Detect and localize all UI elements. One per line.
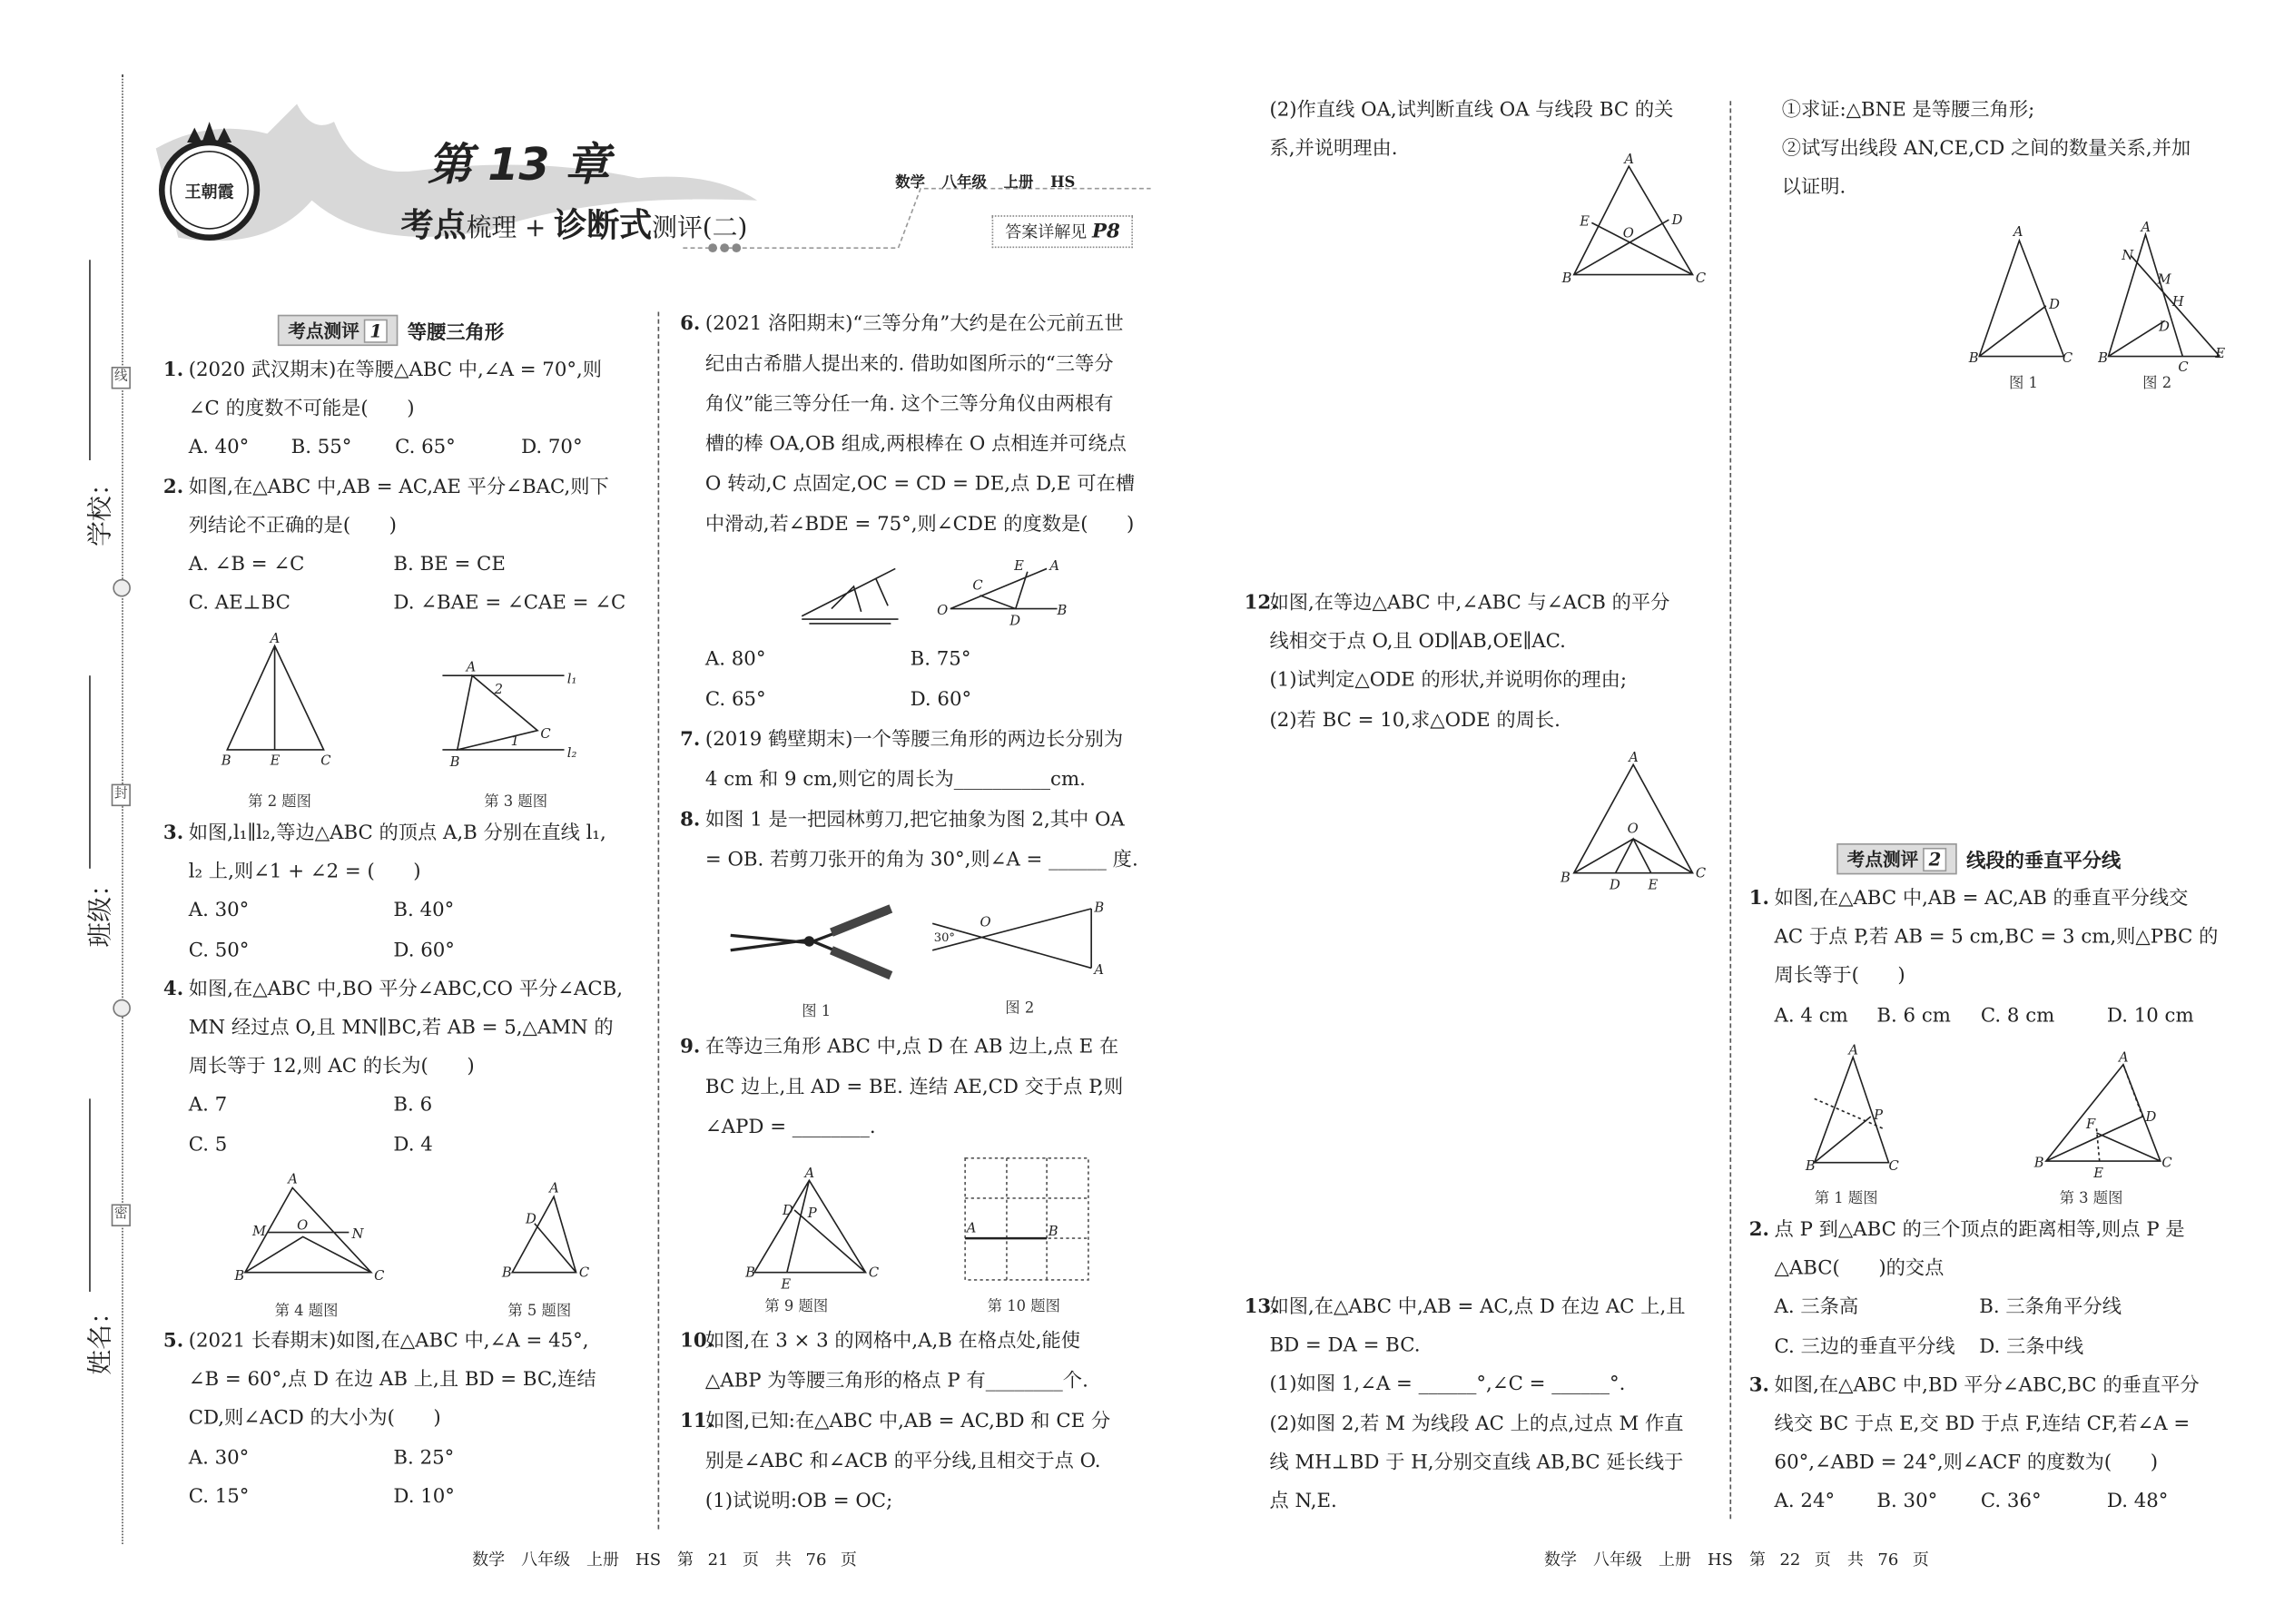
answer-option: A. 24°: [1774, 1491, 1836, 1514]
figure-label: E: [1648, 877, 1659, 893]
answer-option: C. 8 cm: [1980, 1004, 2055, 1028]
question-number: 4.: [162, 978, 184, 1000]
figure-label: N: [351, 1226, 364, 1243]
text-line: = OB. 若剪刀张开的角为 30°,则∠A = ______ 度.: [704, 849, 1138, 872]
text-line: 纪由古希腊人提出来的. 借助如图所示的“三等分: [704, 353, 1114, 376]
question-stem: 13. 如图,在△ABC 中,AB = AC,点 D 在边 AC 上,且: [1245, 1289, 1749, 1328]
caption: 图 2: [1005, 1000, 1035, 1018]
caption: 第 10 题图: [987, 1299, 1060, 1316]
text-line: AC 于点 P,若 AB = 5 cm,BC = 3 cm,则△PBC 的: [1774, 926, 2219, 950]
question-number: 1.: [1748, 888, 1769, 910]
answer-option: A. 80°: [704, 648, 766, 672]
figure-label: B: [501, 1265, 512, 1281]
caption: 第 9 题图: [764, 1299, 829, 1316]
figure-label: D: [2145, 1108, 2157, 1125]
figure-label: C: [320, 753, 331, 769]
section-tag: 考点测评: [288, 320, 359, 342]
figure-label: C: [2178, 359, 2189, 375]
answer-ref-label: 答案详解见: [1005, 222, 1088, 242]
figure-label: B: [2033, 1155, 2044, 1171]
answer-option: D. 60°: [910, 688, 972, 712]
figure-label: C: [374, 1267, 385, 1284]
figure-label: M: [2157, 271, 2171, 288]
school-label: 学校：: [85, 470, 116, 546]
figure-label: E: [270, 753, 281, 769]
figure-q6-diagram: [937, 558, 1067, 629]
chapter-title: 第 13 章: [428, 139, 610, 192]
figure-q13-1: [1968, 224, 2072, 366]
question-number: 13.: [1244, 1295, 1278, 1319]
figure-q8-diagram: [932, 900, 1104, 978]
text-line: ∠C 的度数不可能是( ): [188, 398, 415, 421]
figure-q8-shears-icon: [731, 909, 891, 976]
text-line: BC 边上,且 AD = BE. 连结 AE,CD 交于点 P,则: [704, 1076, 1124, 1099]
figure-label: E: [1014, 558, 1024, 575]
figure-q6-trisector: [802, 568, 898, 624]
section-number: 1: [364, 320, 389, 343]
text-line: 4 cm 和 9 cm,则它的周长为__________cm.: [704, 769, 1086, 792]
figure-label: B: [1094, 900, 1105, 916]
question-stem: 2. 如图,在△ABC 中,AB = AC,AE 平分∠BAC,则下: [163, 468, 668, 507]
figure-label: B: [221, 753, 231, 769]
answer-option: C. 65°: [704, 688, 766, 712]
figure-label: A: [270, 631, 281, 647]
figure-label: 1: [510, 733, 520, 750]
answer-option: D. 10 cm: [2106, 1004, 2194, 1028]
text-line: (1)试说明:OB = OC;: [704, 1491, 893, 1513]
figure-label: C: [1888, 1157, 1899, 1174]
caption: 第 2 题图: [248, 794, 312, 812]
answer-option: C. AE⊥BC: [188, 592, 290, 615]
question-stem: 1. 如图,在△ABC 中,AB = AC,AB 的垂直平分线交: [1749, 881, 2254, 920]
figure-q4: [233, 1172, 384, 1284]
section-title: 线段的垂直平分线: [1966, 851, 2122, 873]
answer-option: A. 40°: [188, 437, 250, 460]
figure-label: P: [807, 1206, 817, 1222]
question-number: 9.: [680, 1036, 701, 1059]
figure-label: 30°: [933, 930, 955, 945]
title-part: 梳理: [466, 213, 517, 244]
figure-label: C: [1695, 865, 1707, 881]
answer-option: A. 30°: [188, 900, 250, 923]
answer-option: C. 15°: [188, 1485, 250, 1509]
logo-text: 王朝霞: [184, 182, 234, 202]
figure-label: B: [2098, 350, 2108, 367]
figure-label: B: [1561, 270, 1572, 286]
text-line: BD = DA = BC.: [1269, 1334, 1421, 1358]
answer-option: B. BE = CE: [393, 553, 506, 576]
figure-label: O: [1627, 821, 1639, 837]
figure-label: A: [1629, 750, 1639, 766]
text-line: MN 经过点 O,且 MN∥BC,若 AB = 5,△AMN 的: [188, 1017, 614, 1039]
question-number: 12.: [1244, 592, 1278, 615]
caption: 第 3 题图: [484, 794, 548, 812]
text-line: 角仪”能三等分任一角. 这个三等分角仪由两根有: [704, 393, 1114, 416]
figure-label: l₁: [566, 671, 577, 687]
figure-label: A: [288, 1171, 298, 1187]
question-stem: 8. 如图 1 是一把园林剪刀,把它抽象为图 2,其中 OA: [680, 801, 1185, 841]
text-line: 周长等于( ): [1774, 965, 1905, 989]
caption: 图 2: [2142, 375, 2172, 392]
section-number: 2: [1923, 848, 1947, 871]
answer-option: C. 65°: [395, 437, 456, 460]
figure-label: D: [1609, 877, 1620, 893]
answer-option: B. 三条角平分线: [1979, 1296, 2122, 1320]
question-number: 7.: [680, 729, 701, 752]
caption: 第 4 题图: [274, 1304, 339, 1321]
text-line: 线相交于点 O,且 OD∥AB,OE∥AC.: [1269, 631, 1566, 654]
question-number: 2.: [1748, 1218, 1769, 1242]
text-line: (2)作直线 OA,试判断直线 OA 与线段 BC 的关: [1269, 99, 1674, 123]
figure-q5: [501, 1180, 589, 1280]
figure-label: A: [466, 659, 477, 675]
figure-label: D: [526, 1211, 537, 1227]
figure-label: A: [1848, 1042, 1858, 1058]
footer-left: 数学 八年级 上册 HS 第 21 页 共 76 页: [472, 1550, 857, 1570]
caption: 第 1 题图: [1814, 1190, 1878, 1207]
figure-label: B: [449, 753, 460, 770]
question-number: 2.: [162, 476, 184, 498]
question-stem: 4. 如图,在△ABC 中,BO 平分∠ABC,CO 平分∠ACB,: [163, 970, 668, 1009]
text-line: △ABC( )的交点: [1774, 1257, 1944, 1281]
footer-right: 数学 八年级 上册 HS 第 22 页 共 76 页: [1544, 1550, 1929, 1570]
question-stem: 3. 如图,在△ABC 中,BD 平分∠ABC,BC 的垂直平分: [1749, 1367, 2254, 1406]
text-line: 线交 BC 于点 E,交 BD 于点 F,连结 CF,若∠A =: [1774, 1412, 2191, 1436]
answer-option: B. 40°: [393, 900, 455, 923]
title-part: 考点: [400, 206, 467, 245]
question-stem: 10. 如图,在 3 × 3 的网格中,A,B 在格点处,能使: [680, 1322, 1185, 1362]
title-part: +: [517, 213, 555, 244]
figure-label: A: [966, 1220, 977, 1236]
answer-option: A. ∠B = ∠C: [188, 553, 305, 576]
text-line: ∠APD = ________.: [704, 1116, 876, 1139]
text-line: CD,则∠ACD 的大小为( ): [188, 1408, 441, 1431]
question-stem: 2. 点 P 到△ABC 的三个顶点的距离相等,则点 P 是: [1749, 1212, 2254, 1251]
figure-label: A: [1094, 961, 1105, 978]
answer-option: D. 10°: [393, 1485, 455, 1509]
question-stem: 12. 如图,在等边△ABC 中,∠ABC 与∠ACB 的平分: [1245, 585, 1749, 624]
figure-label: P: [1874, 1107, 1884, 1124]
question-stem: 6. (2021 洛阳期末)“三等分角”大约是在公元前五世: [680, 304, 1185, 344]
figure-q3: [442, 659, 576, 770]
caption: 第 5 题图: [507, 1304, 572, 1321]
figure-q12: [1560, 750, 1706, 893]
text-line: 别是∠ABC 和∠ACB 的平分线,且相交于点 O.: [704, 1450, 1101, 1473]
title-part: 测评(二): [652, 213, 748, 244]
figure-label: C: [2161, 1155, 2172, 1171]
text-line: O 转动,C 点固定,OC = CD = DE,点 D,E 可在槽: [704, 473, 1136, 497]
answer-option: B. 6 cm: [1876, 1004, 1951, 1028]
figure-label: A: [1624, 151, 1634, 167]
figure-s2-q3: [2033, 1049, 2172, 1181]
text-line: 点 N,E.: [1269, 1491, 1337, 1513]
figure-q13-2: [2097, 220, 2225, 375]
figure-label: B: [1561, 870, 1570, 886]
figure-label: A: [2013, 224, 2023, 241]
question-number: 3.: [162, 822, 184, 845]
text-line: l₂ 上,则∠1 + ∠2 = ( ): [188, 861, 421, 884]
title-part: 诊断式: [554, 206, 653, 245]
question-number: 6.: [680, 313, 701, 336]
text-line: 周长等于 12,则 AC 的长为( ): [188, 1056, 475, 1078]
text-line: (1)如图 1,∠A = ______°,∠C = ______°.: [1269, 1373, 1626, 1397]
figure-q9: [744, 1166, 879, 1293]
figure-label: C: [972, 577, 983, 594]
section-tag: 考点测评: [1846, 849, 1919, 871]
figure-label: O: [1622, 225, 1634, 241]
figure-q11: [1561, 152, 1706, 286]
question-stem: 3. 如图,l₁∥l₂,等边△ABC 的顶点 A,B 分别在直线 l₁,: [163, 815, 668, 854]
figure-label: C: [540, 725, 551, 742]
answer-option: C. 36°: [1980, 1491, 2042, 1514]
figure-label: C: [2062, 350, 2073, 367]
text-line: (1)试判定△ODE 的形状,并说明你的理由;: [1269, 670, 1628, 693]
figure-s2-q1: [1805, 1042, 1899, 1174]
answer-option: B. 55°: [290, 437, 352, 460]
figure-label: A: [549, 1180, 559, 1196]
answer-option: B. 25°: [393, 1446, 455, 1470]
answer-option: D. 60°: [393, 939, 455, 962]
figure-label: M: [252, 1223, 267, 1239]
book-meta: 数学 八年级 上册 HS: [895, 175, 1076, 192]
figure-label: D: [1009, 613, 1021, 629]
question-number: 11.: [680, 1410, 714, 1433]
figure-label: A: [1049, 558, 1060, 575]
text-line: ∠B = 60°,点 D 在边 AB 上,且 BD = BC,连结: [188, 1369, 596, 1392]
text-line: 列结论不正确的是( ): [188, 515, 397, 537]
figure-label: B: [1048, 1223, 1058, 1239]
figure-label: C: [578, 1265, 590, 1281]
question-number: 10.: [680, 1330, 714, 1353]
figure-label: A: [2119, 1049, 2129, 1066]
answer-option: C. 三边的垂直平分线: [1774, 1335, 1955, 1358]
class-label: 班级：: [85, 871, 116, 948]
figure-label: B: [1057, 603, 1068, 619]
text-line: 以证明.: [1781, 177, 1846, 200]
answer-option: A. 4 cm: [1774, 1004, 1848, 1028]
question-number: 5.: [162, 1330, 184, 1353]
figure-label: D: [2159, 319, 2170, 335]
figure-label: C: [1695, 270, 1707, 286]
question-number: 8.: [680, 809, 701, 832]
figure-label: D: [1671, 212, 1683, 228]
figure-label: A: [2141, 220, 2151, 236]
figure-label: O: [980, 914, 991, 930]
text-line: 线 MH⊥BD 于 H,分别交直线 AB,BC 延长线于: [1269, 1452, 1684, 1474]
caption: 第 3 题图: [2059, 1190, 2123, 1207]
section-title: 等腰三角形: [407, 321, 505, 345]
figure-label: E: [1580, 213, 1590, 230]
answer-option: C. 50°: [188, 939, 250, 962]
answer-option: A. 三条高: [1774, 1296, 1859, 1320]
name-label: 姓名：: [85, 1299, 116, 1375]
figure-label: E: [781, 1276, 792, 1293]
question-stem: 7. (2019 鹤壁期末)一个等腰三角形的两边长分别为: [680, 720, 1185, 760]
figure-label: B: [1805, 1157, 1816, 1174]
figure-label: O: [937, 603, 949, 619]
figure-label: l₂: [566, 745, 577, 762]
figure-label: D: [782, 1202, 793, 1218]
seal-mark: 封: [112, 784, 131, 807]
question-stem: 1. (2020 武汉期末)在等腰△ABC 中,∠A = 70°,则: [163, 352, 668, 391]
figure-label: A: [804, 1166, 815, 1182]
caption: 图 1: [2008, 375, 2038, 392]
figure-q10-grid: [965, 1158, 1088, 1280]
figure-label: B: [1968, 350, 1979, 367]
seal-mark: 密: [112, 1204, 131, 1226]
answer-option: B. 30°: [1876, 1491, 1938, 1514]
figure-label: D: [2049, 297, 2060, 313]
answer-page: P8: [1091, 221, 1120, 244]
caption: 图 1: [802, 1003, 832, 1020]
figure-label: C: [868, 1265, 880, 1281]
answer-option: A. 30°: [188, 1446, 250, 1470]
text-line: (2)若 BC = 10,求△ODE 的周长.: [1269, 709, 1561, 732]
figure-label: F: [2086, 1117, 2096, 1133]
text-line: 中滑动,若∠BDE = 75°,则∠CDE 的度数是( ): [704, 513, 1135, 536]
text-line: (2)如图 2,若 M 为线段 AC 上的点,过点 M 作直: [1269, 1412, 1684, 1435]
answer-option: C. 5: [188, 1133, 228, 1156]
question-stem: 5. (2021 长春期末)如图,在△ABC 中,∠A = 45°,: [163, 1323, 668, 1362]
figure-label: O: [297, 1217, 309, 1234]
text-line: △ABP 为等腰三角形的格点 P 有________个.: [704, 1370, 1088, 1393]
question-stem: 9. 在等边三角形 ABC 中,点 D 在 AB 边上,点 E 在: [680, 1028, 1185, 1068]
figure-label: E: [2093, 1166, 2103, 1182]
answer-option: D. 70°: [521, 437, 583, 460]
figure-label: E: [2215, 346, 2226, 362]
answer-option: B. 75°: [910, 648, 971, 672]
answer-option: D. 三条中线: [1979, 1335, 2084, 1358]
text-line: 60°,∠ABD = 24°,则∠ACF 的度数为( ): [1774, 1452, 2159, 1475]
text-line: 槽的棒 OA,OB 组成,两根棒在 O 点相连并可绕点: [704, 433, 1127, 457]
figure-label: 2: [494, 681, 504, 697]
answer-option: D. 48°: [2106, 1491, 2169, 1514]
answer-option: A. 7: [188, 1094, 228, 1117]
question-number: 3.: [1748, 1374, 1769, 1397]
text-line: ②试写出线段 AN,CE,CD 之间的数量关系,并加: [1781, 138, 2191, 161]
question-number: 1.: [162, 359, 184, 382]
answer-option: D. 4: [393, 1133, 433, 1156]
seal-mark: 线: [112, 367, 131, 389]
text-line: 系,并说明理由.: [1269, 138, 1398, 161]
figure-label: N: [2122, 248, 2134, 264]
text-line: ①求证:△BNE 是等腰三角形;: [1781, 99, 2035, 123]
figure-label: B: [745, 1265, 755, 1281]
figure-label: B: [234, 1267, 245, 1284]
answer-option: B. 6: [393, 1094, 433, 1117]
answer-option: D. ∠BAE = ∠CAE = ∠C: [393, 592, 626, 615]
figure-label: H: [2171, 293, 2184, 310]
figure-q2: [221, 631, 331, 768]
question-stem: 11. 如图,已知:在△ABC 中,AB = AC,BD 和 CE 分: [680, 1402, 1185, 1442]
